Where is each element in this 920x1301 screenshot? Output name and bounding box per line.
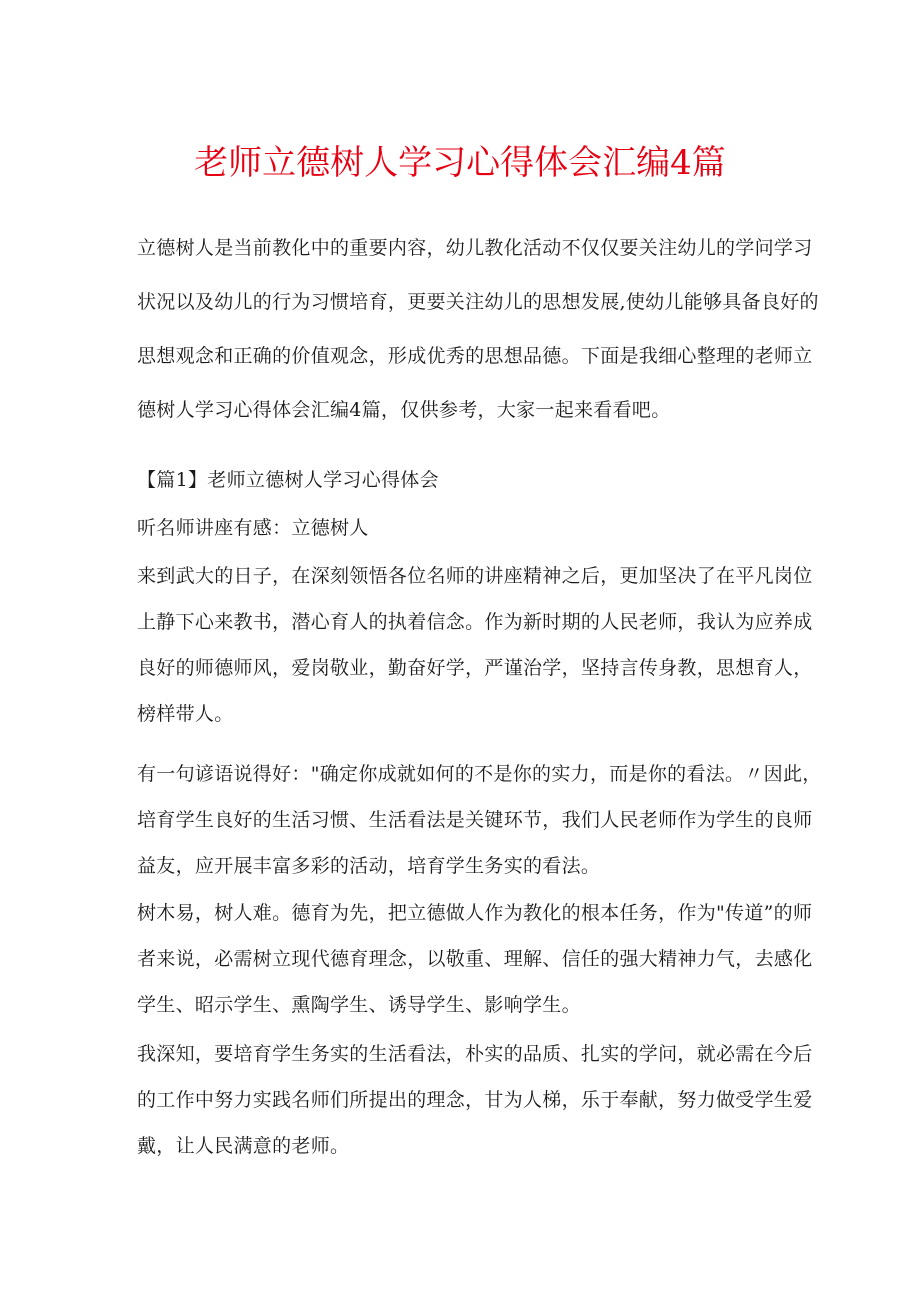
intro-line: 思想观念和正确的价值观念，形成优秀的思想品德。下面是我细心整理的老师立 bbox=[137, 345, 813, 367]
paragraph-line: 培育学生良好的生活习惯、生活看法是关键环节，我们人民老师作为学生的良师 bbox=[137, 809, 813, 831]
paragraph-line: 上静下心来教书，潜心育人的执着信念。作为新时期的人民老师，我认为应养成 bbox=[137, 611, 813, 633]
paragraph-line: 有一句谚语说得好："确定你成就如何的不是你的实力，而是你的看法。〃因此， bbox=[137, 763, 822, 785]
body-paragraph bbox=[137, 1031, 813, 1169]
intro-paragraph bbox=[137, 221, 819, 437]
section-subheading: 听名师讲座有感：立德树人 bbox=[137, 517, 369, 539]
paragraph-line: 来到武大的日子，在深刻领悟各位名师的讲座精神之后，更加坚决了在平凡岗位 bbox=[137, 565, 813, 587]
page-title: 老师立德树人学习心得体会汇编4篇 bbox=[194, 143, 726, 183]
intro-line: 德树人学习心得体会汇编4篇，仅供参考，大家一起来看看吧。 bbox=[137, 399, 671, 421]
paragraph-line: 益友，应开展丰富多彩的活动，培育学生务实的看法。 bbox=[137, 855, 601, 877]
paragraph-line: 者来说，必需树立现代德育理念，以敬重、理解、信任的强大精神力气，去感化 bbox=[137, 948, 813, 970]
paragraph-line: 戴，让人民满意的老师。 bbox=[137, 1135, 350, 1157]
intro-line: 立德树人是当前教化中的重要内容，幼儿教化活动不仅仅要关注幼儿的学问学习 bbox=[137, 237, 813, 259]
paragraph-line: 树木易，树人难。德育为先，把立德做人作为教化的根本任务，作为"传道”的师 bbox=[137, 902, 813, 924]
body-paragraph bbox=[137, 553, 813, 737]
body-paragraph bbox=[137, 890, 813, 1028]
section-heading: 【篇1】老师立德树人学习心得体会 bbox=[137, 469, 439, 491]
paragraph-line: 榜样带人。 bbox=[137, 703, 234, 725]
paragraph-line: 良好的师德师风，爱岗敬业，勤奋好学，严谨治学，坚持言传身教，思想育人， bbox=[137, 657, 813, 679]
paragraph-line: 的工作中努力实践名师们所提出的理念，甘为人梯，乐于奉献，努力做受学生爱 bbox=[137, 1089, 813, 1111]
body-paragraph bbox=[137, 751, 822, 889]
paragraph-line: 学生、昭示学生、熏陶学生、诱导学生、影响学生。 bbox=[137, 994, 581, 1016]
intro-line: 状况以及幼儿的行为习惯培育，更要关注幼儿的思想发展,使幼儿能够具备良好的 bbox=[137, 291, 819, 313]
paragraph-line: 我深知，要培育学生务实的生活看法，朴实的品质、扎实的学问，就必需在今后 bbox=[137, 1043, 813, 1065]
